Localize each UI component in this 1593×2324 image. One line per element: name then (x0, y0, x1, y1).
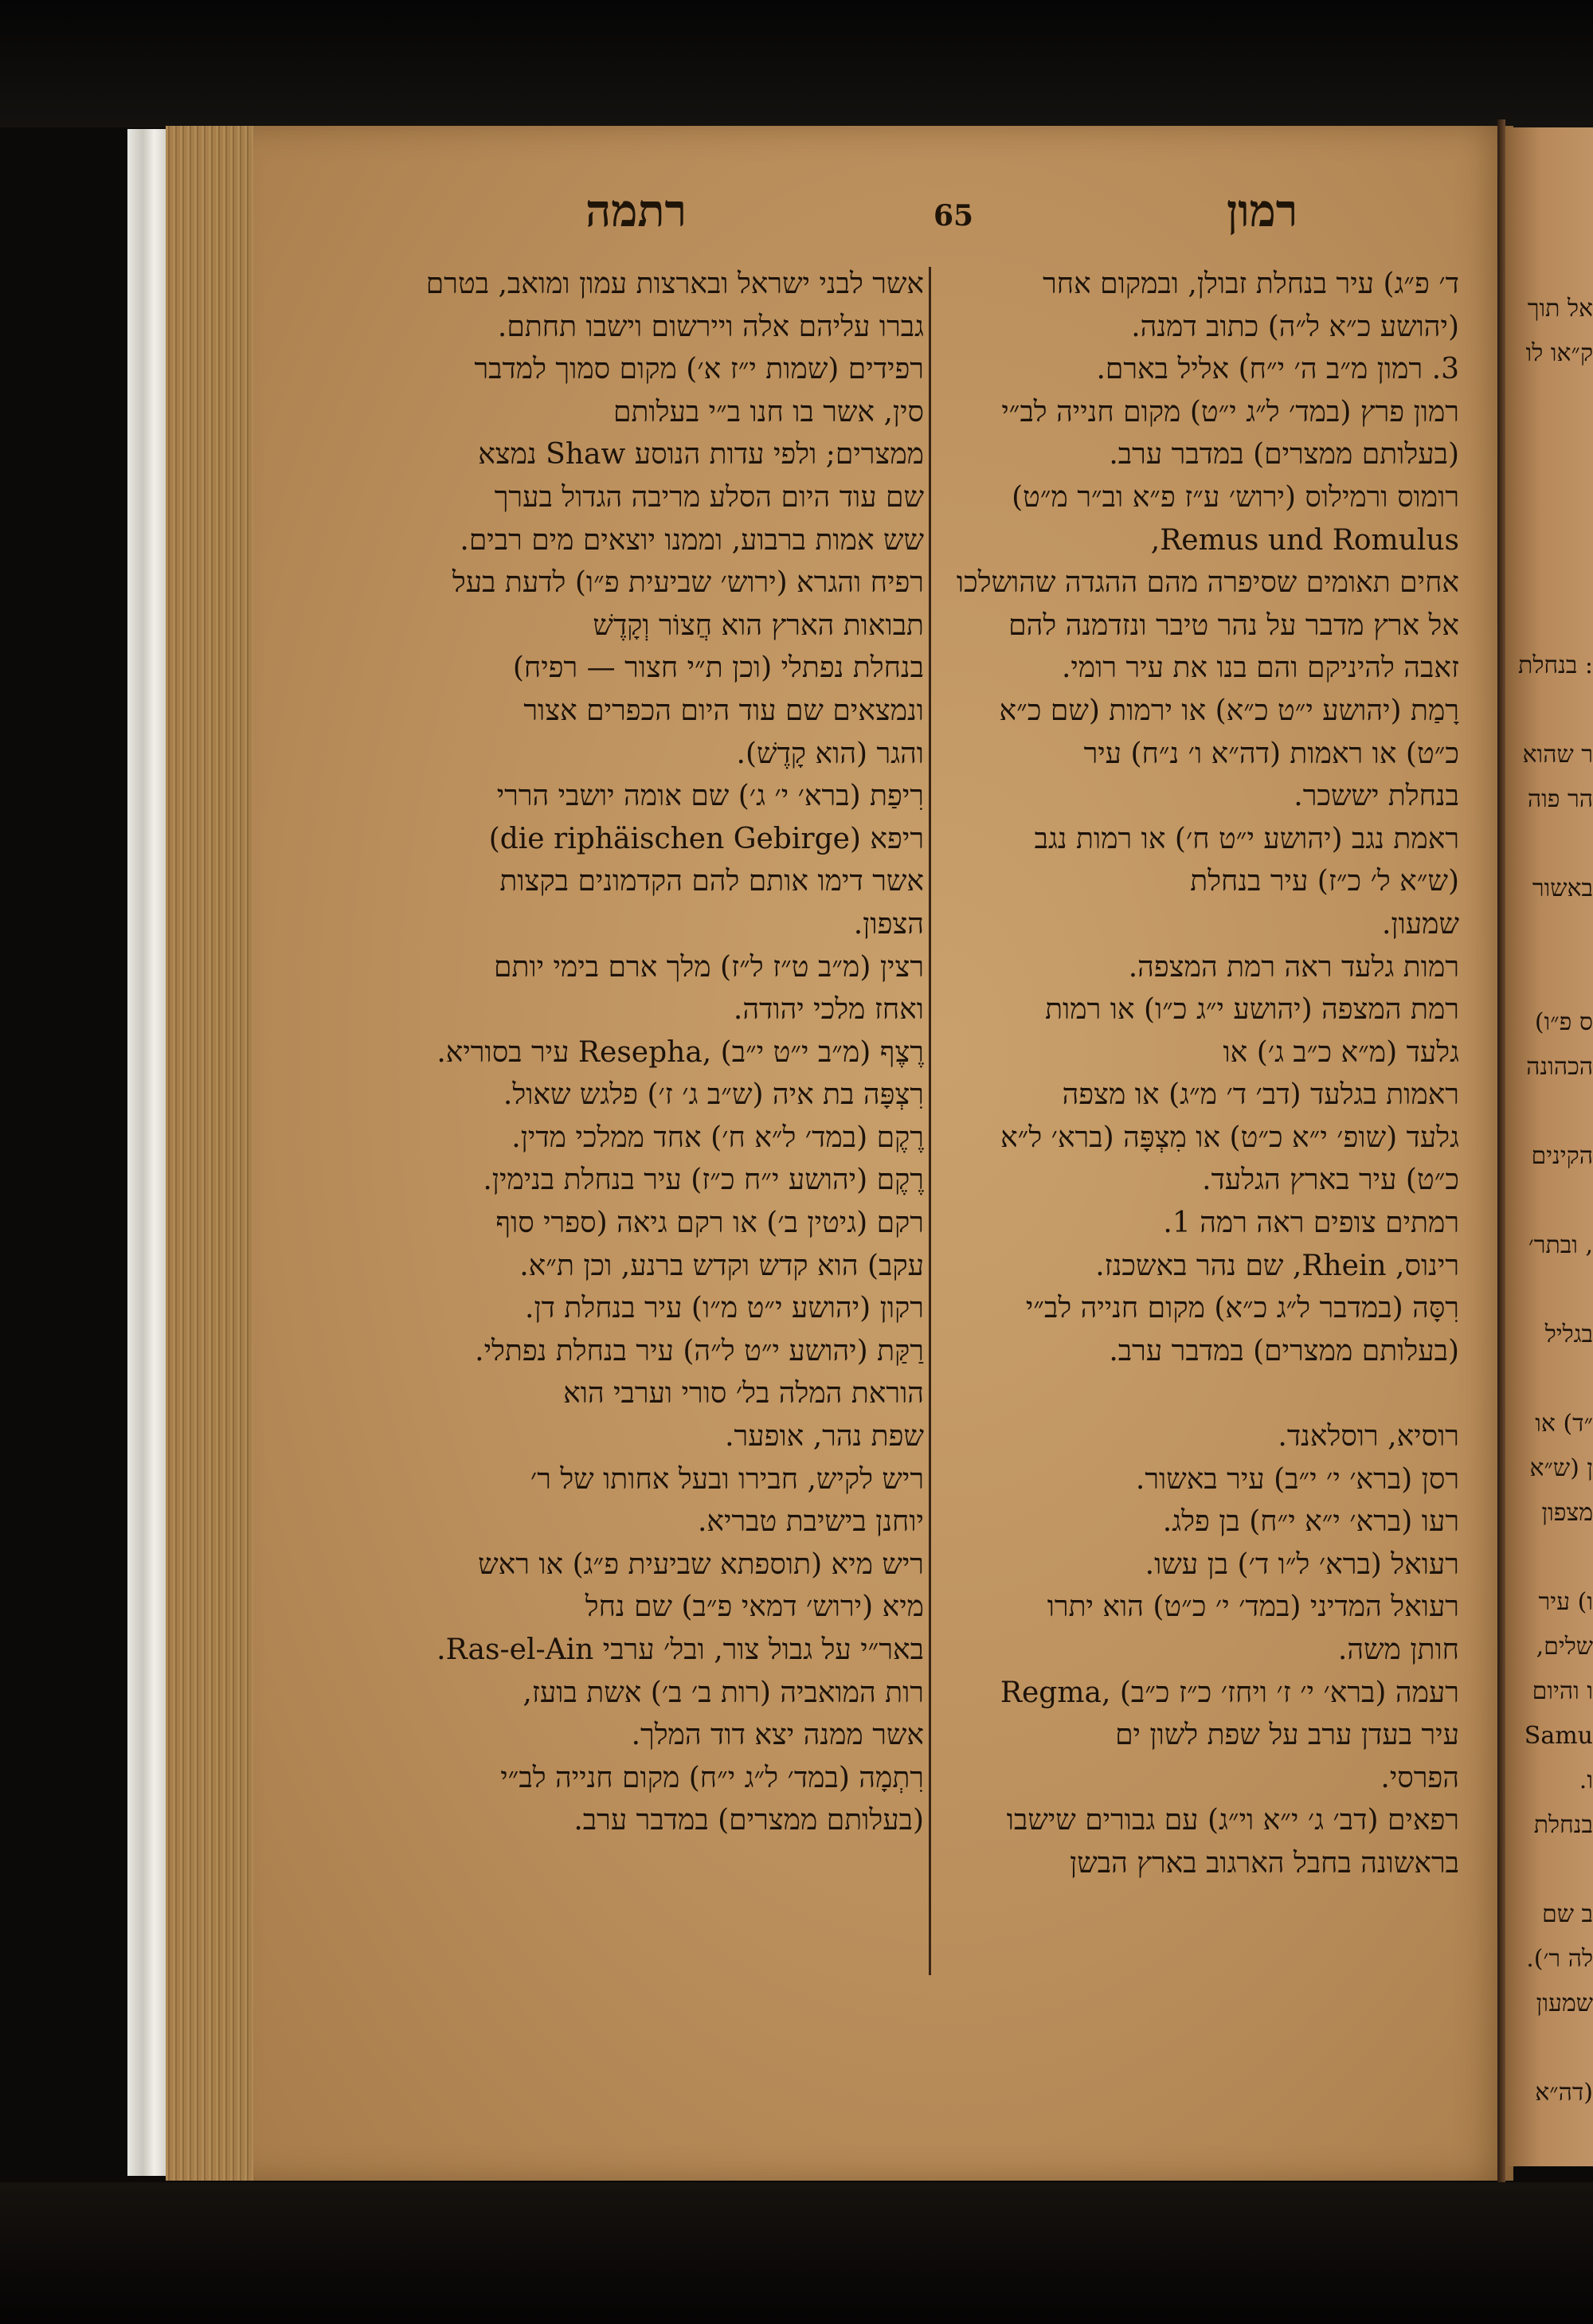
margin-text-line (1513, 822, 1593, 867)
text-line: עיר בעדן ערב על שפת לשון ים (1115, 1719, 1459, 1752)
margin-text-line (1513, 2026, 1593, 2071)
text-line: רומוס ורמילוס (ירוש׳ ע״ז פ״א וב״ר מ״ט) (1012, 480, 1459, 514)
text-line: ממצרים; ולפי עדות הנוסע Shaw נמצא (478, 438, 924, 471)
margin-text-line: שמעון (1536, 1989, 1593, 2017)
text-line: והגר (הוא קָדֶשׁ). (736, 737, 924, 770)
text-line: שמעון. (1381, 907, 1459, 941)
margin-text-line: ו) עיר (1538, 1588, 1593, 1616)
margin-text-line: ן (ש״א (1529, 1454, 1593, 1482)
text-line: רִצְפָּה בת איה (ש״ב ג׳ ז׳) פלגש שאול. (503, 1078, 924, 1112)
text-line: (יהושע כ״א ל״ה) כתוב דמנה. (1131, 310, 1459, 343)
book-binding (1497, 119, 1505, 2190)
text-line: ד׳ פ״ג) עיר בנחלת זבולן, ובמקום אחר (1043, 268, 1459, 300)
margin-text-line: ו והיום (1532, 1677, 1593, 1705)
margin-text-line: ק״או לו (1525, 339, 1593, 367)
text-line: באר״י על גבול צור, ובל׳ ערבי Ras-el-Ain. (436, 1633, 924, 1666)
text-line: 3. רמון מ״ב ה׳ י״ח) אליל בארם. (1096, 353, 1459, 386)
text-line: רִסָּה (במדבר ל״ג כ״א) מקום חנייה לב״י (1025, 1292, 1459, 1325)
margin-text-line: הקינים (1531, 1142, 1593, 1170)
margin-text-line (1513, 421, 1593, 465)
text-line: (בעלותם ממצרים) במדבר ערב. (1109, 438, 1459, 471)
text-line: רמות גלעד ראה רמת המצפה. (1128, 950, 1459, 984)
running-head-right: רמון (1227, 185, 1298, 237)
text-line: שפת נהר, אופער. (725, 1420, 924, 1453)
text-line: Remus und Romulus, (1150, 523, 1459, 557)
text-line: גלעד (שופ׳ י״א כ״ט) או מִצְפָּה (ברא׳ ל״א (1000, 1121, 1459, 1154)
text-line: רמת המצפה (יהושע י״ג כ״ו) או רמות (1045, 993, 1459, 1027)
text-line: רמתים צופים ראה רמה 1. (1163, 1207, 1459, 1240)
text-line: בנחלת נפתלי (וכן ת״י חצור — רפיח) (512, 651, 924, 685)
text-line: רפיח והגרא (ירוש׳ שביעית פ״ו) לדעת בעל (452, 566, 924, 600)
left-column (366, 263, 924, 1842)
text-line: גלעד (מ״א כ״ב ג׳) או (1223, 1035, 1459, 1069)
text-line: עקב) הוא קדש וקדש ברנע, וכן ת״א. (519, 1249, 924, 1282)
text-line: גברו עליהם אלה ויירשום וישבו תחתם. (497, 310, 924, 343)
margin-text-line (1513, 1848, 1593, 1892)
margin-text-line: אל תוך (1527, 295, 1593, 323)
page-stack (166, 126, 253, 2181)
text-line: רֶצֶף (מ״ב י״ט י״ב) ,Resepha עיר בסוריא. (436, 1035, 924, 1069)
margin-text-line: ״ד) או (1535, 1410, 1593, 1438)
background-top (0, 0, 1593, 127)
margin-text-line: ר שהוא (1522, 741, 1593, 769)
right-column (933, 263, 1459, 1885)
margin-text-line: Samu (1524, 1722, 1593, 1750)
margin-text-line: לה ר׳). (1526, 1945, 1593, 1973)
text-line: ריש לקיש, חבירו ובעל אחותו של ר׳ (530, 1462, 924, 1496)
margin-text-line: ס פ״ו) (1534, 1008, 1593, 1036)
text-line: הצפון. (853, 907, 924, 941)
text-line: ואחז מלכי יהודה. (733, 993, 924, 1027)
text-line: מיא (ירוש׳ דמאי פ״ב) שם נחל (585, 1590, 924, 1624)
text-line: רָמַת (יהושע י״ט כ״א) או ירמות (שם כ״א (999, 694, 1459, 727)
margin-text-line: הר פוה (1527, 785, 1593, 813)
margin-text-line (1513, 911, 1593, 956)
text-line: אל ארץ מדבר על נהר טיבר ונזדמנה להם (1008, 608, 1459, 642)
text-line: רִיפַת (ברא׳ י׳ ג׳) שם אומה יושבי הררי (496, 780, 924, 813)
text-line: זאבה להיניקם והם בנו את עיר רומי. (1061, 651, 1459, 685)
text-line: רקון (יהושע י״ט מ״ו) עיר בנחלת דן. (525, 1292, 924, 1325)
margin-text-line: ב שם (1542, 1900, 1593, 1928)
page-number: 65 (933, 199, 974, 233)
text-line: תבואות הארץ הוא חֲצוֹר וְקָדֶשׁ (593, 608, 924, 642)
text-line: רצין (מ״ב ט״ז ל״ז) מלך ארם בימי יותם (494, 950, 924, 984)
margin-text-line: (דה״א (1535, 2079, 1593, 2107)
margin-text-line (1513, 510, 1593, 554)
text-line: רֶקֶם (יהושע י״ח כ״ז) עיר בנחלת בנימין. (483, 1164, 924, 1197)
text-line: רות המואביה (רות ב׳ ב׳) אשת בועז, (523, 1676, 924, 1709)
margin-text-line (1513, 1268, 1593, 1313)
text-line: אשר דימו אותם להם הקדמונים בקצות (499, 865, 924, 898)
margin-text-line (1513, 1357, 1593, 1402)
column-divider (929, 267, 931, 1975)
text-line: רעואל (ברא׳ ל״ו ד׳) בן עשו. (1145, 1547, 1459, 1581)
text-line: הוראת המלה בל׳ סורי וערבי הוא (563, 1377, 924, 1410)
text-line: רעואל המדיני (במד׳ י׳ כ״ט) הוא יתרו (1047, 1590, 1459, 1624)
text-line: ונמצאים שם עוד היום הכפרים אצור (523, 694, 924, 727)
margin-text-line: בגליל (1544, 1320, 1593, 1348)
margin-text-line (1513, 599, 1593, 644)
text-line: בנחלת יששכר. (1294, 780, 1459, 813)
margin-text-line (1513, 1090, 1593, 1134)
text-line: אשר ממנה יצא דוד המלך. (631, 1719, 924, 1752)
text-line: שש אמות ברבוע, וממנו יוצאים מים רבים. (460, 523, 924, 557)
background-bottom (0, 2182, 1593, 2324)
text-line: ריפא (die riphäischen Gebirge) (488, 822, 924, 855)
text-line: רפידים (שמות י״ז א׳) מקום סמוך למדבר (474, 353, 924, 386)
margin-text-line (1513, 688, 1593, 733)
text-line: רִתְמָה (במד׳ ל״ג י״ח) מקום חנייה לב״י (500, 1761, 924, 1794)
margin-text-line: : בנחלת (1518, 651, 1593, 679)
margin-text-line: מצפון (1541, 1499, 1593, 1527)
text-line: ראמת נגב (יהושע י״ט ח׳) או רמות נגב (1034, 822, 1459, 855)
margin-text-line: באשור (1532, 874, 1593, 902)
margin-text-line: שלים, (1536, 1633, 1593, 1661)
text-line: סין, אשר בו חנו ב״י בעלותם (613, 395, 924, 428)
text-line: כ״ט) עיר בארץ הגלעד. (1202, 1164, 1459, 1197)
text-line: אחים תאומים שסיפרה מהם ההגדה שהושלכו (956, 566, 1459, 600)
text-line: ריש מיא (תוספתא שביעית פ״ג) או ראש (478, 1547, 924, 1581)
margin-text-line (1513, 554, 1593, 599)
text-line: (בעלותם ממצרים) במדבר ערב. (573, 1804, 924, 1837)
text-line: רקם (גיטין ב׳) או רקם גיאה (ספרי סוף (495, 1207, 924, 1240)
book-edge (127, 129, 167, 2176)
running-head-left: רתמה (585, 185, 687, 237)
text-line: חותן משה. (1337, 1633, 1459, 1666)
text-line: הפרסי. (1380, 1761, 1459, 1794)
facing-page-margin-text (1513, 287, 1593, 2115)
margin-text-line: הכהונה (1526, 1053, 1593, 1081)
text-line: יוחנן בישיבת טבריא. (697, 1505, 924, 1539)
margin-text-line (1513, 376, 1593, 421)
text-line: ראמות בגלעד (דב׳ ד׳ מ״ג) או מצפה (1062, 1078, 1459, 1112)
text-line: רֶקֶם (במד׳ ל״א ח׳) אחד ממלכי מדין. (511, 1121, 924, 1154)
text-line: רוסיא, רוסלאנד. (1278, 1420, 1459, 1453)
margin-text-line (1513, 465, 1593, 510)
text-line: שם עוד היום הסלע מריבה הגדול בערך (494, 480, 924, 514)
text-line: רעו (ברא׳ י״א י״ח) בן פלג. (1162, 1505, 1459, 1539)
text-line: רַקַּת (יהושע י״ט ל״ה) עיר בנחלת נפתלי. (475, 1334, 924, 1367)
text-line: רמון פרץ (במד׳ ל״ג י״ט) מקום חנייה לב״י (1001, 395, 1459, 428)
margin-text-line: בנחלת (1533, 1811, 1593, 1839)
text-line: רינוס, Rhein, שם נהר באשכנז. (1095, 1249, 1459, 1282)
margin-text-line: , ובתר׳ (1528, 1231, 1593, 1259)
text-line: (ש״א ל׳ כ״ז) עיר בנחלת (1190, 865, 1459, 898)
text-line: בראשונה בחבל הארגוב בארץ הבשן (1070, 1846, 1459, 1880)
margin-text-line (1513, 1536, 1593, 1580)
text-line: רעמה (ברא׳ י׳ ז׳ ויחז׳ כ״ז כ״ב) ,Regma (1000, 1676, 1459, 1709)
margin-text-line: ו. (1579, 1766, 1593, 1794)
text-line (933, 1372, 1459, 1415)
text-line: רפאים (דב׳ ג׳ י״א וי״ג) עם גבורים שישבו (1006, 1804, 1459, 1837)
text-line: אשר לבני ישראל ובארצות עמון ומואב, בטרם (425, 268, 924, 300)
margin-text-line (1513, 956, 1593, 1000)
margin-text-line (1513, 1179, 1593, 1223)
text-line: רסן (ברא׳ י׳ י״ב) עיר באשור. (1135, 1462, 1459, 1496)
text-line: (בעלותם ממצרים) במדבר ערב. (1109, 1334, 1459, 1367)
text-line: כ״ט) או ראמות (דה״א ו׳ נ״ח) עיר (1083, 737, 1459, 770)
